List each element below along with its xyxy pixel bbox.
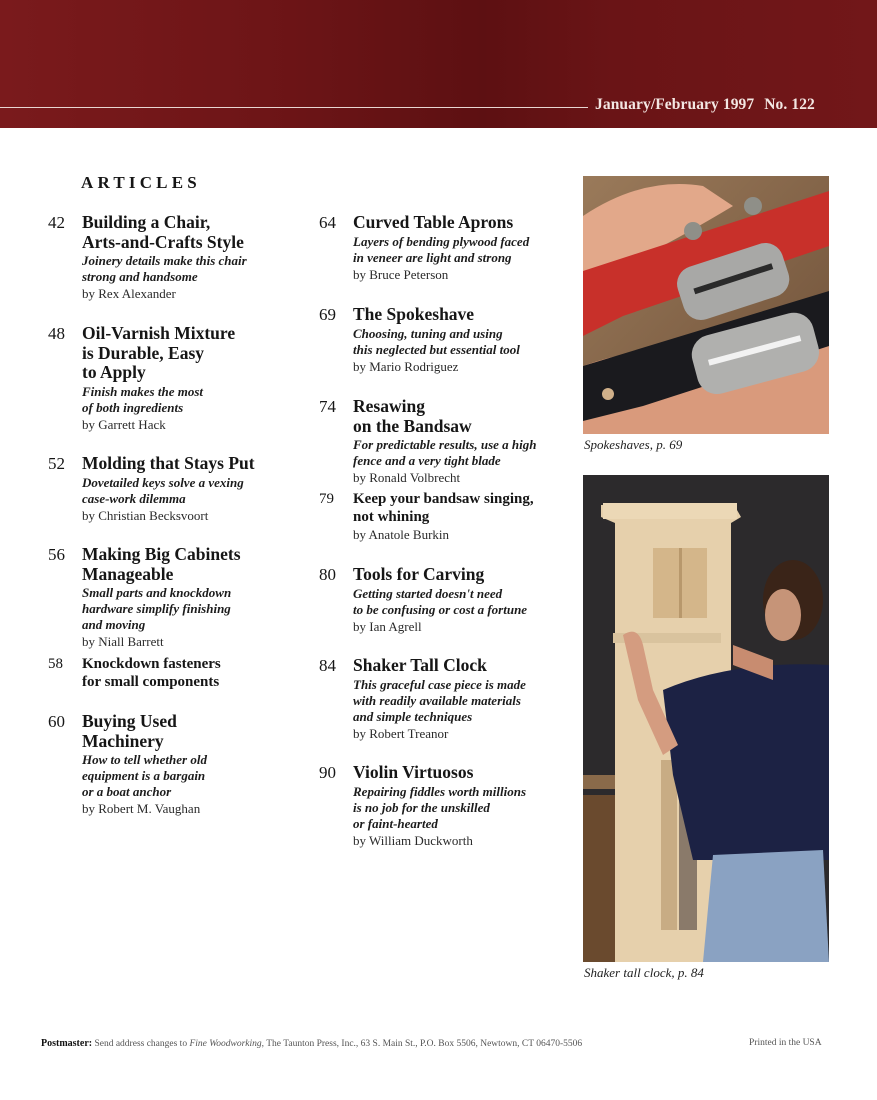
article-description: Small parts and knockdown hardware simplify finishing and moving (82, 585, 232, 632)
article-description: Getting started doesn't need to be confusing or cost a fortune (353, 585, 528, 617)
issue-info (595, 96, 815, 114)
article-description: Joinery details make this chair strong and handsome (82, 253, 247, 284)
article-entry[interactable] (319, 212, 563, 283)
page-number: 52 (48, 454, 65, 473)
article-entry[interactable] (319, 564, 563, 635)
article-title: Violin Virtuosos (353, 762, 474, 782)
photo-caption: Spokeshaves, p. 69 (584, 437, 683, 452)
article-entry[interactable] (48, 711, 322, 817)
article-title: Shaker Tall Clock (353, 655, 487, 675)
article-description: Repairing fiddles worth millions is no job for the unskilled or faint-hearted (353, 783, 527, 831)
issue-date: January/February 1997 (595, 96, 755, 113)
photo-caption: Shaker tall clock, p. 84 (584, 965, 704, 980)
article-description: For predictable results, use a high fence and a very tight blade (353, 437, 537, 468)
article-entry[interactable] (48, 323, 322, 433)
section-title: ARTICLES (81, 173, 201, 192)
article-title: The Spokeshave (353, 304, 475, 324)
article-title: Building a Chair, Arts-and-Crafts Style (82, 212, 244, 252)
article-author: by Rex Alexander (82, 286, 176, 301)
page-number: 48 (48, 324, 65, 343)
article-author: by Niall Barrett (82, 634, 164, 649)
printed-in-notice: Printed in the USA (749, 1038, 822, 1048)
article-description: This graceful case piece is made with readily available materials and simple techniques (353, 676, 526, 724)
article-title: Resawing on the Bandsaw (353, 396, 472, 436)
page-number: 42 (48, 213, 65, 232)
article-description: How to tell whether old equipment is a bargain or a boat anchor (82, 752, 207, 799)
article-entry[interactable] (319, 655, 563, 742)
page-number: 74 (319, 397, 336, 416)
postmaster-notice: Postmaster: Send address changes to Fine Woodworking, The Taunton Press, Inc., 63 S. Main St., P.O. Box 5506, Newtown, CT 06470-5506 (41, 1038, 583, 1049)
article-title: Making Big Cabinets Manageable (82, 544, 241, 584)
banner-rule (0, 107, 588, 108)
article-author: by Ronald Volbrecht (353, 470, 461, 485)
article-author: by Bruce Peterson (353, 266, 449, 282)
article-author: by Christian Becksvoort (82, 507, 209, 523)
article-entry[interactable] (319, 762, 563, 849)
page-number: 69 (319, 305, 336, 324)
page-number: 58 (48, 656, 63, 672)
article-author: by William Duckworth (353, 832, 473, 848)
page-number: 64 (319, 213, 336, 232)
article-title: Knockdown fasteners for small components (82, 656, 221, 690)
article-title: Keep your bandsaw singing, not whining (353, 491, 534, 525)
article-title: Tools for Carving (353, 564, 485, 584)
article-entry[interactable] (48, 453, 322, 524)
article-description: Dovetailed keys solve a vexing case-work dilemma (82, 474, 244, 506)
article-author: by Mario Rodriguez (353, 358, 459, 374)
article-title: Oil-Varnish Mixture is Durable, Easy to Apply (82, 323, 236, 382)
article-title: Molding that Stays Put (82, 453, 255, 473)
masthead-banner (0, 0, 877, 128)
article-entry[interactable] (48, 212, 322, 302)
spokeshaves-photo (583, 176, 829, 434)
article-title: Buying Used Machinery (82, 711, 177, 751)
issue-number: No. 122 (764, 96, 815, 113)
page-number: 60 (48, 712, 65, 731)
article-entry[interactable] (319, 396, 563, 486)
article-author: by Anatole Burkin (353, 527, 450, 542)
article-title: Curved Table Aprons (353, 212, 514, 232)
page-number: 56 (48, 545, 65, 564)
article-description: Layers of bending plywood faced in veneer are light and strong (353, 233, 530, 265)
article-entry[interactable] (48, 656, 322, 691)
shaker-clock-photo (583, 475, 829, 962)
article-description: Choosing, tuning and using this neglected but essential tool (353, 325, 520, 357)
page-number: 80 (319, 565, 336, 584)
postmaster-label: Postmaster: (41, 1038, 93, 1049)
article-author: by Robert M. Vaughan (82, 801, 201, 816)
page-number: 84 (319, 656, 336, 675)
page-number: 90 (319, 763, 336, 782)
article-description: Finish makes the most of both ingredients (82, 383, 203, 415)
article-author: by Robert Treanor (353, 725, 449, 741)
article-author: by Garrett Hack (82, 416, 166, 432)
article-entry[interactable] (319, 304, 563, 375)
page-number: 79 (319, 491, 334, 507)
article-entry[interactable] (48, 544, 322, 650)
article-author: by Ian Agrell (353, 618, 422, 634)
publication-name: Fine Woodworking (189, 1039, 262, 1049)
article-entry[interactable] (319, 491, 563, 543)
